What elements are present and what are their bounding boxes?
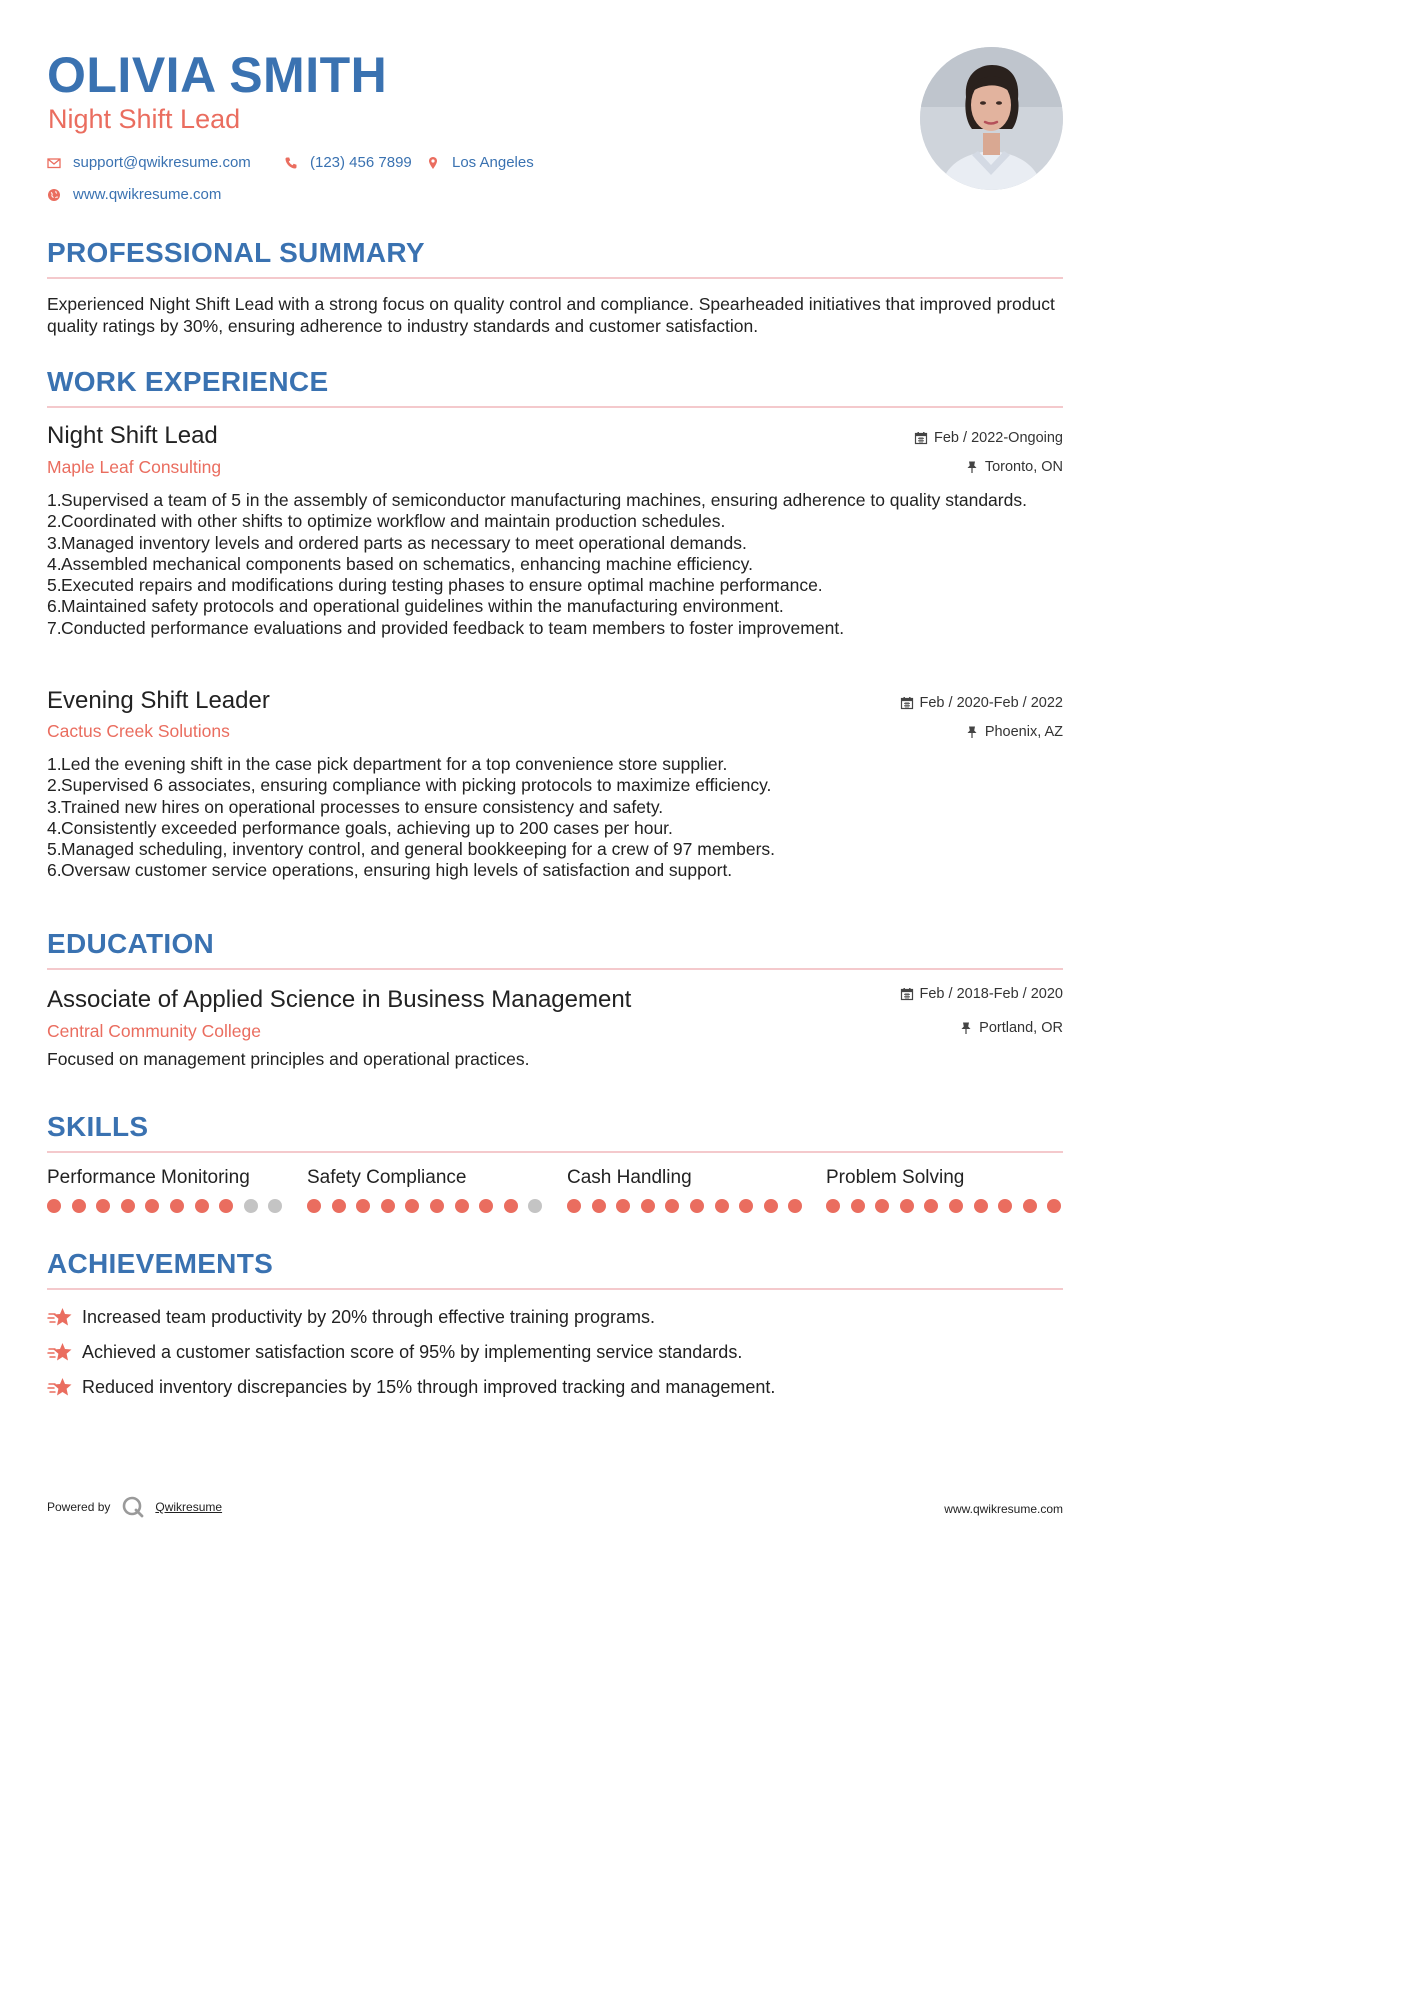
pushpin-icon	[959, 1021, 973, 1035]
phone-contact[interactable]	[284, 154, 412, 171]
skill-rating	[47, 1199, 287, 1213]
website-contact[interactable]	[47, 186, 221, 203]
experience-divider	[47, 406, 1063, 408]
powered-by-label: Powered by	[47, 1500, 111, 1514]
website-text[interactable]: www.qwikresume.com	[73, 186, 222, 203]
star-icon	[47, 1306, 73, 1328]
skill-dot-filled	[788, 1199, 802, 1213]
skill-dot-filled	[356, 1199, 370, 1213]
job-date-text: Feb / 2020-Feb / 2022	[919, 695, 1063, 711]
skill-dot-filled	[381, 1199, 395, 1213]
experience-heading: WORK EXPERIENCE	[47, 366, 329, 397]
pushpin-icon	[965, 460, 979, 474]
skill-dot-filled	[715, 1199, 729, 1213]
skill-dot-filled	[307, 1199, 321, 1213]
list-item: 7. Conducted performance evaluations and provided feedback to team members to foster improvement.	[47, 617, 845, 638]
pushpin-icon	[965, 725, 979, 739]
skill-dot-filled	[121, 1199, 135, 1213]
skill-dot-filled	[145, 1199, 159, 1213]
skill-dot-filled	[96, 1199, 110, 1213]
candidate-role: Night Shift Lead	[48, 104, 241, 134]
skill-dot-filled	[332, 1199, 346, 1213]
footer-website[interactable]: www.qwikresume.com	[944, 1502, 1063, 1516]
location-contact	[426, 154, 534, 171]
map-pin-icon	[426, 156, 440, 170]
skill-dot-filled	[430, 1199, 444, 1213]
skill-dot-filled	[851, 1199, 865, 1213]
skill-dot-filled	[1047, 1199, 1061, 1213]
skill-dot-empty	[268, 1199, 282, 1213]
summary-text: Experienced Night Shift Lead with a strong focus on quality control and compliance. Spearheaded initiatives that improved product quality ratings by 30%, ensuring adherence to industry standards and customer satisfaction.	[47, 294, 1055, 336]
skill-dot-filled	[616, 1199, 630, 1213]
phone-icon	[284, 156, 298, 170]
skill-dot-filled	[405, 1199, 419, 1213]
achievement-item	[47, 1341, 742, 1363]
achievement-text: Reduced inventory discrepancies by 15% through improved tracking and management.	[82, 1376, 776, 1397]
calendar-icon	[900, 696, 914, 710]
list-item: 5. Executed repairs and modifications during testing phases to ensure optimal machine performance.	[47, 575, 823, 596]
brand-link[interactable]: Qwikresume	[155, 1500, 223, 1514]
skill-dot-filled	[974, 1199, 988, 1213]
job-location-text: Toronto, ON	[984, 459, 1063, 475]
skill-item	[826, 1167, 1066, 1189]
skill-dot-filled	[690, 1199, 704, 1213]
skill-dot-filled	[592, 1199, 606, 1213]
star-icon	[47, 1376, 73, 1398]
education-location-text: Portland, OR	[979, 1020, 1063, 1036]
skill-item	[47, 1167, 287, 1189]
candidate-name: OLIVIA SMITH	[47, 47, 388, 103]
phone-text[interactable]: (123) 456 7899	[310, 154, 412, 171]
skill-dot-filled	[665, 1199, 679, 1213]
skill-dot-filled	[764, 1199, 778, 1213]
education-date-text: Feb / 2018-Feb / 2020	[919, 986, 1063, 1002]
footer-powered-by	[47, 1495, 222, 1519]
job-location-text: Phoenix, AZ	[984, 724, 1063, 740]
profile-photo	[920, 47, 1063, 190]
achievement-text: Increased team productivity by 20% through effective training programs.	[82, 1306, 655, 1327]
list-item: 6. Oversaw customer service operations, ensuring high levels of satisfaction and support.	[47, 860, 733, 881]
skill-dot-filled	[504, 1199, 518, 1213]
skill-dot-filled	[826, 1199, 840, 1213]
list-item: 3. Managed inventory levels and ordered parts as necessary to meet operational demands.	[47, 532, 747, 553]
calendar-icon	[900, 987, 914, 1001]
degree-title: Associate of Applied Science in Business Management	[47, 986, 632, 1013]
education-date	[900, 986, 1064, 1002]
profile-photo-illustration	[920, 47, 1063, 190]
company-name: Cactus Creek Solutions	[47, 721, 230, 741]
list-item: 5. Managed scheduling, inventory control, and general bookkeeping for a crew of 97 members.	[47, 839, 776, 860]
skill-item	[567, 1167, 807, 1189]
company-name: Maple Leaf Consulting	[47, 457, 222, 477]
list-item: 3. Trained new hires on operational processes to ensure consistency and safety.	[47, 796, 664, 817]
summary-heading: PROFESSIONAL SUMMARY	[47, 237, 425, 268]
job-location	[965, 459, 1063, 475]
skill-name: Performance Monitoring	[47, 1167, 250, 1188]
summary-divider	[47, 277, 1063, 279]
achievement-text: Achieved a customer satisfaction score of 95% by implementing service standards.	[82, 1341, 743, 1362]
email-text[interactable]: support@qwikresume.com	[73, 154, 251, 171]
location-text: Los Angeles	[452, 154, 534, 171]
education-heading: EDUCATION	[47, 928, 215, 959]
skill-dot-filled	[900, 1199, 914, 1213]
skill-dot-filled	[219, 1199, 233, 1213]
skill-name: Problem Solving	[826, 1167, 965, 1188]
skill-dot-filled	[875, 1199, 889, 1213]
skill-name: Safety Compliance	[307, 1167, 467, 1188]
education-divider	[47, 968, 1063, 970]
achievements-divider	[47, 1288, 1063, 1290]
school-name: Central Community College	[47, 1021, 261, 1041]
education-location	[959, 1020, 1063, 1036]
skill-dot-filled	[739, 1199, 753, 1213]
envelope-icon	[47, 156, 61, 170]
skills-divider	[47, 1151, 1063, 1153]
job-title: Night Shift Lead	[47, 422, 218, 449]
email-contact[interactable]	[47, 154, 251, 171]
skills-heading: SKILLS	[47, 1111, 149, 1142]
globe-icon	[47, 188, 61, 202]
skill-dot-filled	[72, 1199, 86, 1213]
education-description: Focused on management principles and operational practices.	[47, 1049, 530, 1069]
skill-rating	[567, 1199, 807, 1213]
skill-rating	[826, 1199, 1066, 1213]
skill-dot-filled	[47, 1199, 61, 1213]
list-item: 2. Coordinated with other shifts to optimize workflow and maintain production schedules.	[47, 511, 726, 532]
skill-dot-filled	[567, 1199, 581, 1213]
skill-dot-filled	[1023, 1199, 1037, 1213]
skill-name: Cash Handling	[567, 1167, 692, 1188]
skill-dot-filled	[479, 1199, 493, 1213]
list-item: 6. Maintained safety protocols and operational guidelines within the manufacturing environment.	[47, 596, 784, 617]
job-responsibilities	[47, 490, 1047, 639]
achievement-item	[47, 1376, 775, 1398]
calendar-icon	[914, 431, 928, 445]
skill-dot-filled	[924, 1199, 938, 1213]
job-date	[914, 430, 1063, 446]
list-item: 4. Consistently exceeded performance goals, achieving up to 200 cases per hour.	[47, 817, 673, 838]
skill-rating	[307, 1199, 547, 1213]
job-responsibilities	[47, 754, 1047, 882]
job-title: Evening Shift Leader	[47, 687, 270, 714]
list-item: 1. Led the evening shift in the case pick department for a top convenience store supplier.	[47, 754, 728, 774]
skill-dot-filled	[195, 1199, 209, 1213]
list-item: 2. Supervised 6 associates, ensuring compliance with picking protocols to maximize efficiency.	[47, 775, 772, 796]
skill-dot-filled	[641, 1199, 655, 1213]
skill-dot-empty	[244, 1199, 258, 1213]
list-item: 4. Assembled mechanical components based on schematics, enhancing machine efficiency.	[47, 553, 753, 574]
skill-item	[307, 1167, 547, 1189]
skill-dot-filled	[949, 1199, 963, 1213]
job-date-text: Feb / 2022-Ongoing	[934, 430, 1063, 446]
job-location	[965, 724, 1063, 740]
skill-dot-filled	[998, 1199, 1012, 1213]
qwikresume-logo-icon	[121, 1495, 145, 1519]
job-date	[900, 695, 1064, 711]
skill-dot-filled	[170, 1199, 184, 1213]
skill-dot-empty	[528, 1199, 542, 1213]
achievement-item	[47, 1306, 655, 1328]
list-item: 1. Supervised a team of 5 in the assembly of semiconductor manufacturing machines, ensuring adherence to quality standards.	[47, 490, 1027, 510]
star-icon	[47, 1341, 73, 1363]
skill-dot-filled	[455, 1199, 469, 1213]
achievements-heading: ACHIEVEMENTS	[47, 1248, 274, 1279]
